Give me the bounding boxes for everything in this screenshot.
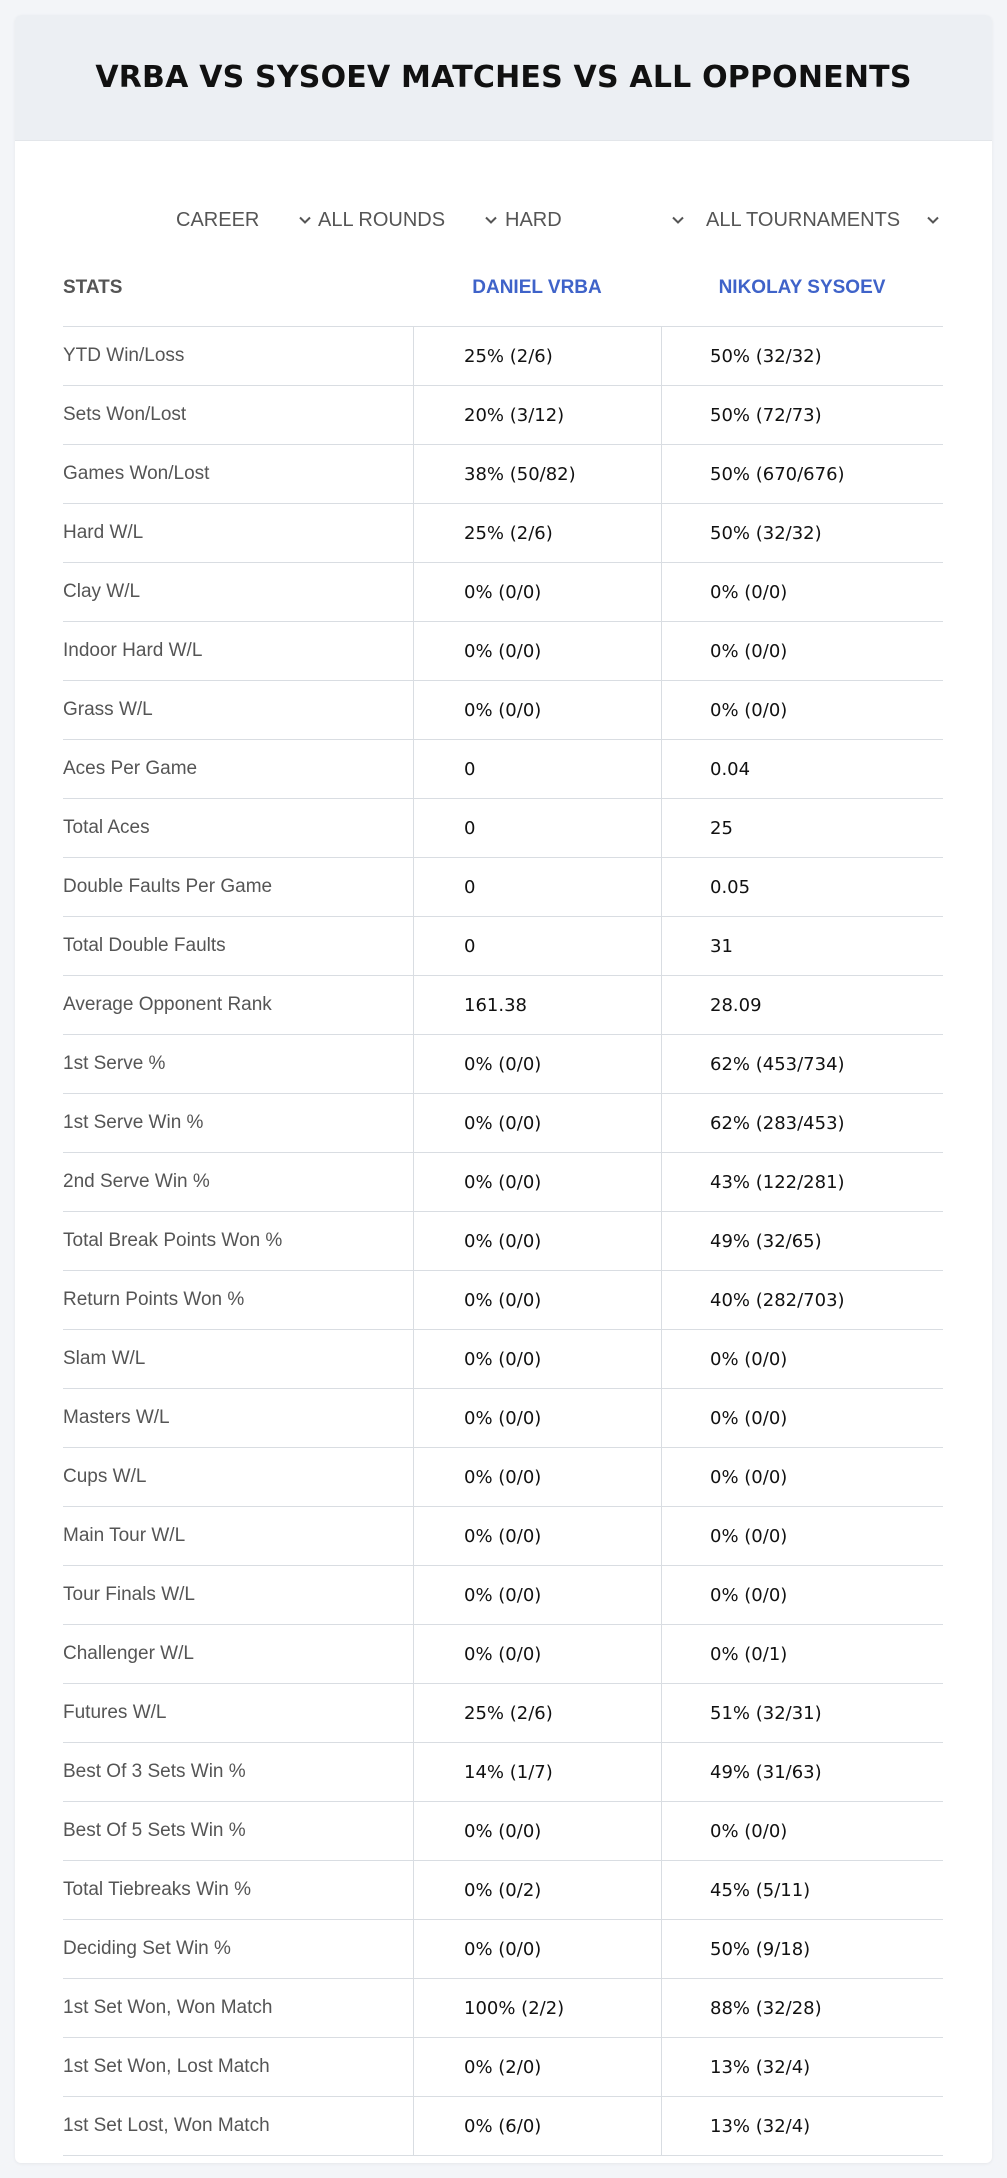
table-row [63,1625,943,1684]
table-row [63,1035,943,1094]
player-2-value: 0.04 [661,740,943,798]
header-player-1[interactable]: DANIEL VRBA [472,277,602,298]
player-1-value: 0% (0/0) [413,1389,661,1447]
filter-tournaments[interactable] [706,190,940,250]
stats-card [15,15,992,2163]
table-row [63,1684,943,1743]
player-1-value: 0% (0/0) [413,622,661,680]
player-2-value: 50% (9/18) [661,1920,943,1978]
table-row [63,681,943,740]
player-2-value: 0% (0/0) [661,1389,943,1447]
table-row [63,2097,943,2156]
player-1-value: 0% (0/2) [413,1861,661,1919]
table-row [63,622,943,681]
player-1-value: 0% (0/0) [413,1507,661,1565]
stat-label: YTD Win/Loss [63,345,185,366]
player-2-value: 0% (0/0) [661,681,943,739]
filter-bar [15,190,992,250]
player-2-value: 88% (32/28) [661,1979,943,2037]
header-stats: STATS [63,277,123,298]
stat-label: 1st Set Won, Won Match [63,1997,273,2018]
stat-label: Sets Won/Lost [63,404,187,425]
player-1-value: 0% (0/0) [413,563,661,621]
stat-label: Clay W/L [63,581,141,602]
table-row [63,563,943,622]
filter-career[interactable] [176,190,312,250]
player-2-value: 0.05 [661,858,943,916]
player-2-value: 0% (0/0) [661,1448,943,1506]
stat-label: Main Tour W/L [63,1525,186,1546]
player-1-value: 0% (0/0) [413,1035,661,1093]
player-2-value: 25 [661,799,943,857]
table-row [63,917,943,976]
stat-label: Slam W/L [63,1348,146,1369]
stat-label: Total Aces [63,817,150,838]
stat-label: Best Of 5 Sets Win % [63,1820,246,1841]
player-2-value: 50% (72/73) [661,386,943,444]
player-2-value: 49% (31/63) [661,1743,943,1801]
stat-label: 1st Set Lost, Won Match [63,2115,270,2136]
player-2-value: 13% (32/4) [661,2038,943,2096]
player-2-value: 28.09 [661,976,943,1034]
table-row [63,1389,943,1448]
stat-label: Tour Finals W/L [63,1584,195,1605]
table-row [63,1507,943,1566]
stat-label: Deciding Set Win % [63,1938,231,1959]
player-1-value: 25% (2/6) [413,327,661,385]
table-row [63,1802,943,1861]
player-1-value: 0% (0/0) [413,681,661,739]
table-row [63,1979,943,2038]
player-1-value: 161.38 [413,976,661,1034]
table-row [63,1212,943,1271]
stat-label: Best Of 3 Sets Win % [63,1761,246,1782]
chevron-down-icon [926,213,940,227]
table-body [63,327,943,2156]
chevron-down-icon [484,213,498,227]
player-1-value: 0 [413,799,661,857]
table-row [63,1743,943,1802]
player-1-value: 0% (0/0) [413,1802,661,1860]
table-row [63,1920,943,1979]
player-1-value: 0 [413,858,661,916]
player-2-value: 62% (283/453) [661,1094,943,1152]
player-2-value: 40% (282/703) [661,1271,943,1329]
player-2-value: 0% (0/0) [661,1802,943,1860]
filter-label: CAREER [176,208,260,231]
player-1-value: 0% (0/0) [413,1448,661,1506]
player-2-value: 50% (670/676) [661,445,943,503]
stat-label: Games Won/Lost [63,463,210,484]
stat-label: Total Double Faults [63,935,226,956]
player-2-value: 51% (32/31) [661,1684,943,1742]
stat-label: Masters W/L [63,1407,170,1428]
player-2-value: 45% (5/11) [661,1861,943,1919]
chevron-down-icon [671,213,685,227]
table-header [63,250,943,327]
player-1-value: 0% (2/0) [413,2038,661,2096]
filter-label: ALL ROUNDS [318,208,446,231]
stat-label: 1st Serve % [63,1053,166,1074]
table-row [63,1271,943,1330]
stat-label: Aces Per Game [63,758,198,779]
page-header [15,15,992,141]
table-row [63,327,943,386]
stats-table [63,250,943,2156]
filter-label: ALL TOURNAMENTS [706,208,901,231]
player-1-value: 0 [413,917,661,975]
chevron-down-icon [298,213,312,227]
stat-label: Total Break Points Won % [63,1230,283,1251]
stat-label: Double Faults Per Game [63,876,273,897]
stat-label: Average Opponent Rank [63,994,272,1015]
player-1-value: 38% (50/82) [413,445,661,503]
stat-label: Grass W/L [63,699,153,720]
stat-label: 1st Serve Win % [63,1112,204,1133]
player-1-value: 25% (2/6) [413,1684,661,1742]
player-1-value: 0% (0/0) [413,1566,661,1624]
table-row [63,504,943,563]
stat-label: Hard W/L [63,522,144,543]
player-2-value: 50% (32/32) [661,327,943,385]
player-1-value: 0% (0/0) [413,1212,661,1270]
stat-label: 2nd Serve Win % [63,1171,210,1192]
table-row [63,386,943,445]
table-row [63,1153,943,1212]
stat-label: Indoor Hard W/L [63,640,203,661]
table-row [63,1330,943,1389]
stat-label: Challenger W/L [63,1643,194,1664]
stat-label: Total Tiebreaks Win % [63,1879,251,1900]
filter-surface[interactable] [505,190,685,250]
table-row [63,1566,943,1625]
player-1-value: 100% (2/2) [413,1979,661,2037]
player-1-value: 0% (0/0) [413,1153,661,1211]
player-1-value: 0% (0/0) [413,1271,661,1329]
player-2-value: 0% (0/0) [661,622,943,680]
table-row [63,2038,943,2097]
filter-label: HARD [505,208,562,231]
table-row [63,1861,943,1920]
player-2-value: 49% (32/65) [661,1212,943,1270]
player-1-value: 0 [413,740,661,798]
player-1-value: 20% (3/12) [413,386,661,444]
stat-label: Futures W/L [63,1702,167,1723]
player-2-value: 43% (122/281) [661,1153,943,1211]
table-row [63,799,943,858]
player-1-value: 0% (6/0) [413,2097,661,2155]
player-1-value: 0% (0/0) [413,1330,661,1388]
table-row [63,1094,943,1153]
player-2-value: 0% (0/0) [661,563,943,621]
player-2-value: 31 [661,917,943,975]
header-player-2[interactable]: NIKOLAY SYSOEV [718,277,886,298]
player-2-value: 0% (0/0) [661,1330,943,1388]
table-row [63,445,943,504]
player-2-value: 0% (0/0) [661,1507,943,1565]
player-1-value: 0% (0/0) [413,1625,661,1683]
filter-rounds[interactable] [318,190,498,250]
stat-label: 1st Set Won, Lost Match [63,2056,270,2077]
player-2-value: 50% (32/32) [661,504,943,562]
player-1-value: 0% (0/0) [413,1920,661,1978]
stat-label: Cups W/L [63,1466,147,1487]
table-row [63,976,943,1035]
player-2-value: 0% (0/0) [661,1566,943,1624]
stat-label: Return Points Won % [63,1289,245,1310]
table-row [63,1448,943,1507]
player-1-value: 14% (1/7) [413,1743,661,1801]
player-1-value: 0% (0/0) [413,1094,661,1152]
table-row [63,740,943,799]
player-2-value: 0% (0/1) [661,1625,943,1683]
player-2-value: 13% (32/4) [661,2097,943,2155]
player-2-value: 62% (453/734) [661,1035,943,1093]
table-row [63,858,943,917]
page-title: VRBA VS SYSOEV MATCHES VS ALL OPPONENTS [95,60,912,95]
player-1-value: 25% (2/6) [413,504,661,562]
